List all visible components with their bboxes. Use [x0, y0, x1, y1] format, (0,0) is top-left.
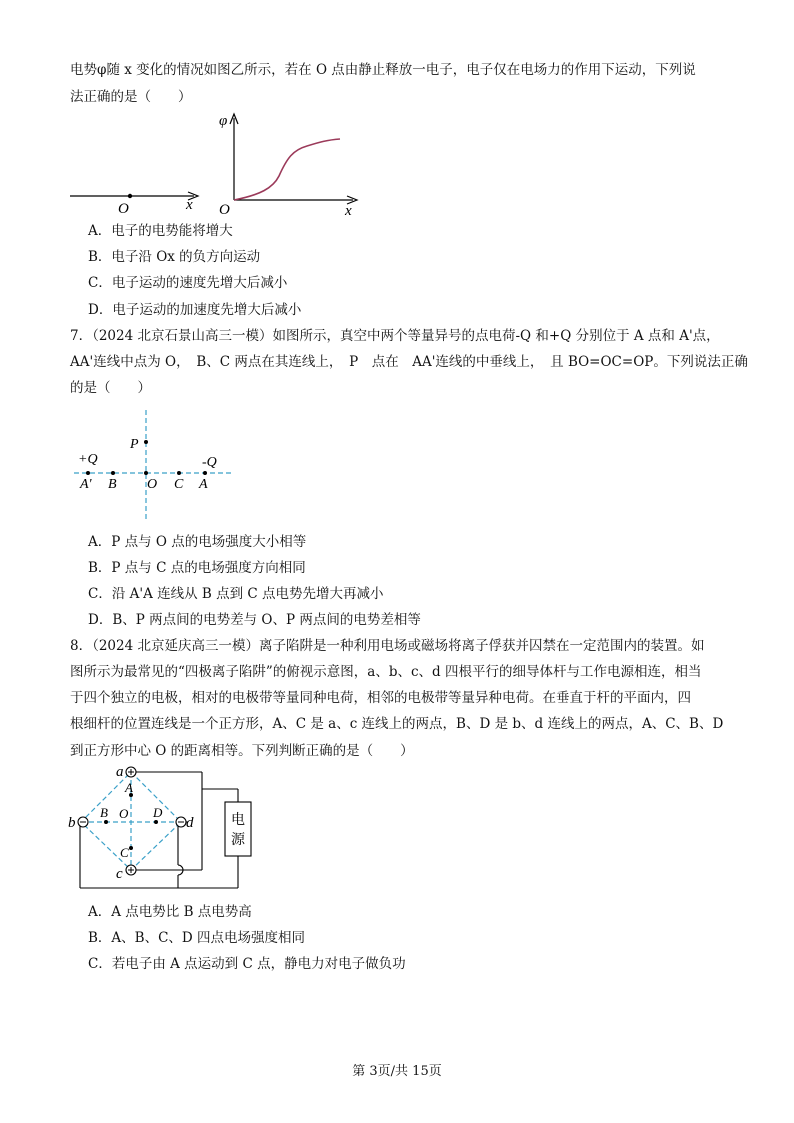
q7-point-a: A — [199, 477, 208, 492]
q6-option-c: C．电子运动的速度先增大后减小 — [88, 275, 288, 291]
q7-point-o: O — [147, 477, 158, 492]
q7-stem-line-3: 的是（ ） — [70, 380, 151, 396]
rod-b — [78, 817, 88, 827]
rod-c — [126, 865, 136, 875]
q6-left-origin-label: O — [118, 201, 129, 217]
q8-stem-line-3: 于四个独立的电极，相对的电极带等量同种电荷，相邻的电极带等量异种电荷。在垂直于杆的平面内，四 — [70, 690, 691, 706]
q8-option-a: A．A 点电势比 B 点电势高 — [88, 904, 252, 920]
q6-figure-left — [66, 182, 216, 218]
rod-label-d: d — [186, 815, 194, 831]
rod-label-c: c — [116, 866, 123, 882]
page-footer: 第 3页/共 15页 — [352, 1064, 442, 1079]
q8-stem-line-1: 8．（2024 北京延庆高三一模）离子陷阱是一种利用电场或磁场将离子俘获并囚禁在一定范围内的装置。如 — [70, 638, 705, 654]
point-label-b: B — [100, 805, 108, 820]
rod-a — [126, 767, 136, 777]
q7-point-b: B — [108, 477, 117, 492]
q7-option-d: D．B、P 两点间的电势差与 O、P 两点间的电势差相等 — [88, 612, 421, 628]
q7-point-c: C — [174, 477, 184, 492]
q7-figure — [70, 408, 240, 526]
point-label-c: C — [120, 845, 129, 860]
q6-figure-phi-graph — [215, 110, 365, 222]
q6-option-d: D．电子运动的加速度先增大后减小 — [88, 302, 302, 318]
power-label-2: 源 — [231, 833, 245, 848]
q6-left-axis-label: x — [186, 197, 193, 213]
q7-stem-line-2: AA'连线中点为 O， B、C 两点在其连线上， P 点在 AA'连线的中垂线上， 且 BO=OC=OP。下列说法正确 — [70, 354, 748, 370]
q6-stem-line-2: 法正确的是（ ） — [70, 89, 192, 105]
q8-stem-line-5: 到正方形中心 O 的距离相等。下列判断正确的是（ ） — [70, 743, 414, 759]
q6-option-b: B．电子沿 Ox 的负方向运动 — [88, 249, 261, 265]
q6-right-y-label: φ — [219, 113, 228, 129]
q7-option-b: B．P 点与 C 点的电场强度方向相同 — [88, 560, 306, 576]
q6-stem-line-1: 电势φ随 x 变化的情况如图乙所示，若在 O 点由静止释放一电子，电子仅在电场力的作用下运动，下列说 — [70, 62, 696, 78]
rod-d — [176, 817, 186, 827]
rod-label-b: b — [68, 815, 76, 831]
q8-ion-trap-figure — [64, 762, 264, 892]
q7-stem-line-1: 7．（2024 北京石景山高三一模）如图所示，真空中两个等量异号的点电荷-Q 和+Q 分别位于 A 点和 A'点， — [70, 328, 720, 344]
q6-phi-curve — [234, 139, 340, 200]
q7-point-p: P — [130, 437, 139, 452]
q7-charge-left: +Q — [78, 452, 98, 467]
point-label-o: O — [119, 806, 129, 821]
q6-right-x-label: x — [345, 203, 352, 219]
power-label-1: 电 — [231, 813, 245, 828]
point-label-d: D — [153, 805, 163, 820]
q7-charge-right: -Q — [202, 455, 217, 470]
point-label-a: A — [125, 780, 133, 795]
q8-option-c: C．若电子由 A 点运动到 C 点，静电力对电子做负功 — [88, 956, 406, 972]
q8-option-b: B．A、B、C、D 四点电场强度相同 — [88, 930, 306, 946]
q8-stem-line-4: 根细杆的位置连线是一个正方形，A、C 是 a、c 连线上的两点，B、D 是 b、d 连线上的两点，A、C、B、D — [70, 716, 724, 732]
q7-option-a: A．P 点与 O 点的电场强度大小相等 — [88, 534, 307, 550]
q6-option-a: A．电子的电势能将增大 — [88, 223, 233, 239]
q8-stem-line-2: 图所示为最常见的“四极离子陷阱”的俯视示意图，a、b、c、d 四根平行的细导体杆与工作电源相连，相当 — [70, 664, 702, 680]
q7-point-a-prime: A' — [80, 477, 92, 492]
q6-right-origin-label: O — [219, 202, 230, 218]
rod-label-a: a — [116, 764, 124, 780]
q7-option-c: C．沿 A'A 连线从 B 点到 C 点电势先增大再减小 — [88, 586, 384, 602]
